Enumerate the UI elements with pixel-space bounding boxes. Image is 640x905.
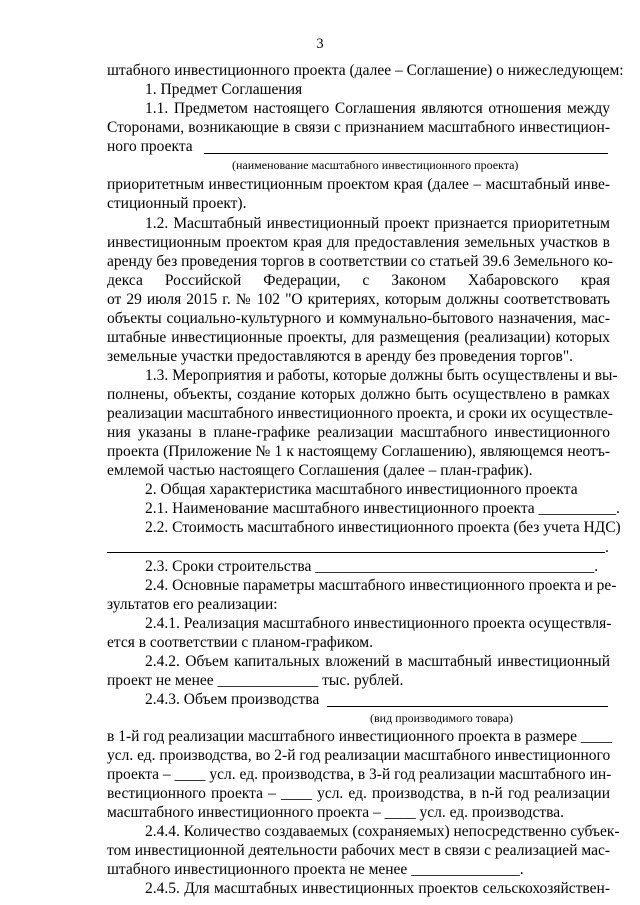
text-line: 2.3. Сроки строительства ____________________________________. [145,558,599,575]
section-heading: 1. Предмет Соглашения [145,81,303,98]
text-line: 2.4.5. Для масштабных инвестиционных проектов сельскохозяйствен- [145,880,610,897]
text-line: зультатов его реализации: [107,596,278,613]
text-line: стиционный проект). [107,195,247,212]
text-line: декса Российской Федерации, с Законом Хабаровского края [107,272,610,289]
text-line: реализации масштабного инвестиционного проекта, и сроки их осуществле- [107,405,613,422]
text-line: том инвестиционной деятельности рабочих мест в связи с реализацией мас- [107,842,610,859]
text-line: 2.2. Стоимость масштабного инвестиционного проекта (без учета НДС) [145,519,621,536]
blank-line [327,706,608,707]
text-line: штабного инвестиционного проекта (далее – Соглашение) о нижеследующем: [107,62,624,79]
text-line: ется в соответствии с планом-графиком. [107,634,373,651]
text-line: штабные инвестиционные проекты, для размещения (реализации) которых [107,329,610,346]
text-line: полнены, объекты, создание которых должно быть осуществлено в рамках [107,386,610,403]
text-line: проект не менее _____________ тыс. рублей. [107,672,404,689]
field-caption: (наименование масштабного инвестиционного проекта) [232,158,519,172]
section-heading: 2. Общая характеристика масштабного инвестиционного проекта [145,481,578,498]
text-line: 1.1. Предметом настоящего Соглашения являются отношения между [145,100,610,117]
text-line: инвестиционным проектом края для предоставления земельных участков в [107,234,610,251]
text-line: масштабного инвестиционного проекта – ____ усл. ед. производства. [107,804,565,821]
page-number: 3 [316,36,324,52]
text-line: в 1-й год реализации масштабного инвестиционного проекта в размере ____ [107,728,612,745]
text-line: ного проекта [107,138,193,155]
text-line: ния указаны в плане-графике реализации масштабного инвестиционного [107,424,610,441]
text-line: 2.4.4. Количество создаваемых (сохраняемых) непосредственно субъек- [145,823,620,840]
text-line: штабного инвестиционного проекта не менее ______________. [107,861,524,878]
text-line: от 29 июля 2015 г. № 102 "О критериях, которым должны соответствовать [107,291,610,308]
text-line: аренду без проведения торгов в соответствии со статьей 39.6 Земельного ко- [107,253,613,270]
text-line: . [605,539,609,556]
text-line: вестиционного проекта – ____ усл. ед. производства, в n-й год реализации [107,785,610,802]
text-line: 1.2. Масштабный инвестиционный проект признается приоритетным [145,215,610,232]
text-line: 2.4.1. Реализация масштабного инвестиционного проекта осуществля- [145,615,612,632]
text-line: емлемой частью настоящего Соглашения (далее – план-график). [107,462,533,479]
text-line: 1.3. Мероприятия и работы, которые должны быть осуществлены и вы- [145,367,618,384]
text-line: проекта – ____ усл. ед. производства, в 3-й год реализации масштабного ин- [107,766,612,783]
blank-line [204,153,608,154]
text-line: 2.4.3. Объем производства [145,691,320,708]
text-line: Сторонами, возникающие в связи с признанием масштабного инвестицион- [107,119,610,136]
text-line: 2.4.2. Объем капитальных вложений в масштабный инвестиционный [145,653,610,670]
text-line: проекта (Приложение № 1 к настоящему Соглашению), являющемся неотъ- [107,443,610,460]
text-line: земельные участки предоставляются в аренду без проведения торгов". [107,348,574,365]
text-line: приоритетным инвестиционным проектом края (далее – масштабный инве- [107,176,610,193]
text-line: объекты социально-культурного и коммунально-бытового назначения, мас- [107,310,610,327]
text-line: 2.4. Основные параметры масштабного инвестиционного проекта и ре- [145,577,617,594]
field-caption: (вид производимого товара) [370,711,513,725]
text-line: усл. ед. производства, во 2-й год реализации масштабного инвестиционного [107,747,611,764]
text-line: 2.1. Наименование масштабного инвестиционного проекта __________. [145,500,620,517]
blank-line [107,552,605,553]
